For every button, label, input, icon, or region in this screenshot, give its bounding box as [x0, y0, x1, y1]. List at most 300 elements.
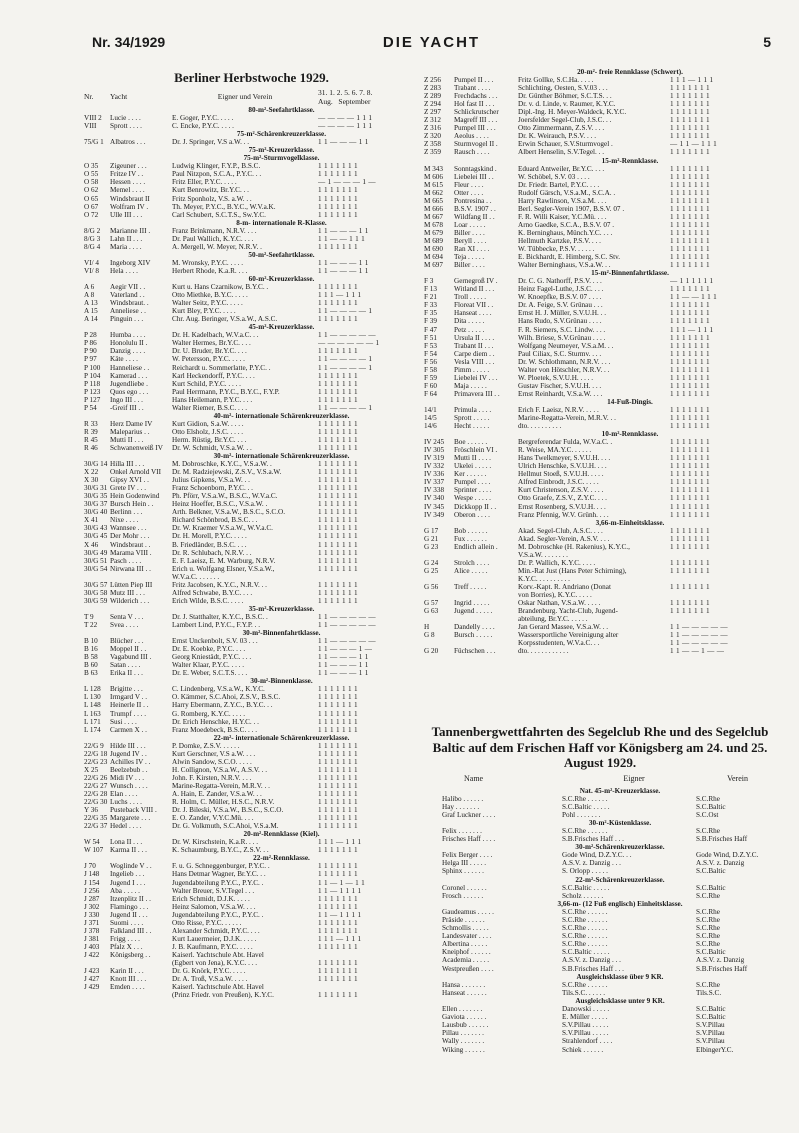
- yacht-name: Wunsch . . . .: [110, 781, 148, 790]
- owner-club: Heinz Hoeffer, B.S.C., V.S.a.W. .: [172, 500, 268, 509]
- table-row: [424, 221, 776, 229]
- sail-number: IV 349: [424, 510, 445, 519]
- owner: S.V.Pillau . . . . .: [562, 1029, 609, 1038]
- owner-club: Oskar Nathan, V.S.a.W. . . . .: [518, 599, 601, 608]
- table-row: [84, 870, 419, 878]
- table-row: [424, 956, 776, 964]
- sail-number: P 54: [84, 403, 97, 412]
- class-heading: 22-m²-Schärenkreuzerklasse.: [575, 875, 665, 884]
- race-participation: 1 1 — — — — —: [318, 331, 376, 340]
- sail-number: 22/G 18: [84, 749, 108, 758]
- yacht-name: Frigg . . . .: [110, 934, 140, 943]
- yacht-name: Primavera III . .: [454, 389, 500, 398]
- yacht-name: Dickkopp II . .: [454, 502, 497, 511]
- table-row: [84, 170, 419, 178]
- sail-number: [424, 591, 454, 599]
- race-participation: 1 1 — — 1 1 1: [318, 234, 366, 243]
- owner-club: W. Petersson, P.Y.C. . . . .: [172, 355, 245, 364]
- owner-club: Dr. C. G. Nathorff, P.S.V. . . .: [518, 277, 602, 286]
- sail-number: B 10: [84, 637, 98, 646]
- table-row: [84, 476, 419, 484]
- owner-club: John. F. Kirsten, N.R.V. . . .: [172, 773, 252, 782]
- sail-number: F 33: [424, 301, 437, 310]
- yacht-name: Moppel II . .: [110, 645, 147, 654]
- owner-club: Fritz Eller, P.Y.C. . . . .: [172, 178, 237, 187]
- sail-number: [424, 639, 454, 647]
- sail-number: F 21: [424, 293, 437, 302]
- table-row: [424, 932, 776, 940]
- owner-club: Dr. M. Radziejewski, Z.S.V., V.S.a.W.: [172, 468, 282, 477]
- table-row: [424, 559, 776, 567]
- race-participation: 1 1 1 1 1 1 1: [670, 357, 710, 366]
- table-row: [84, 838, 419, 846]
- sail-number: M 667: [424, 212, 443, 221]
- yacht-name: Suomi . . . .: [110, 918, 144, 927]
- owner-club: Dr. K. Weirauch, P.S.V. . . .: [518, 132, 597, 141]
- class-heading: 30-m²- internationale Schärenkreuzerklasse.: [213, 452, 350, 461]
- sail-number: Z 294: [424, 100, 441, 109]
- sail-number: F 3: [424, 277, 434, 286]
- table-row: [424, 92, 776, 100]
- race-participation: 1 1 1 1 1 1 1: [318, 443, 358, 452]
- table-row: [84, 742, 419, 750]
- sail-number: 30/G 40: [84, 508, 108, 517]
- sail-number: G 57: [424, 599, 439, 608]
- sail-number: J 70: [84, 862, 96, 871]
- table-row: [84, 186, 419, 194]
- yacht-name: Felix Berger . . . .: [442, 851, 493, 860]
- owner-club: Ernst Reinhardt, V.S.a.W. . . .: [518, 389, 603, 398]
- owner-club: Th. Meyer, P.Y.C., B.Y.C., W.V.a.K.: [172, 202, 276, 211]
- owner-club: Georg Kniestädt, P.Y.C. . . .: [172, 653, 252, 662]
- sail-number: J 427: [84, 975, 100, 984]
- sail-number: F 35: [424, 309, 437, 318]
- table-row: [84, 597, 419, 605]
- yacht-name: Bursch . . . . .: [454, 631, 493, 640]
- owner-club: Dr. H. Morell, P.Y.C. . . . .: [172, 532, 247, 541]
- sail-number: X 30: [84, 476, 99, 485]
- club: S.C.Ost: [696, 810, 719, 819]
- table-row: [424, 551, 776, 559]
- table-row: [424, 503, 776, 511]
- table-row: [84, 766, 419, 774]
- race-participation: 1 1 — — — 1 1: [318, 661, 369, 670]
- yacht-name: Coronel . . . . . .: [442, 883, 487, 892]
- sail-number: F 13: [424, 285, 437, 294]
- yacht-name: Wespe . . . . .: [454, 494, 491, 503]
- class-heading: 3,66-m-Einheitsklasse.: [595, 518, 665, 527]
- owner-club: Arno Gaedke, S.C.A., B.S.V. 07 .: [518, 220, 615, 229]
- table-row: [84, 758, 419, 766]
- owner: Schiek . . . . . .: [562, 1045, 604, 1054]
- race-participation: 1 1 — — — — 1: [318, 363, 373, 372]
- yacht-name: Floreat VII . .: [454, 301, 494, 310]
- yacht-name: Emden . . . .: [110, 983, 145, 992]
- tannenberg-header: [424, 774, 776, 785]
- yacht-name: Präside . . . . . .: [442, 916, 485, 924]
- table-row: [84, 372, 419, 380]
- owner-club: Rudolf Gärsch, V.S.a.M., S.C.A. .: [518, 188, 616, 197]
- yacht-name: Liebelei IV . . .: [454, 373, 498, 382]
- race-participation: 1 1 — — — — —: [670, 631, 728, 640]
- table-row: [424, 567, 776, 575]
- table-row: [424, 309, 776, 317]
- yacht-name: Vagabund III .: [110, 653, 152, 662]
- sail-number: [84, 991, 110, 999]
- yacht-name: Troll . . . . .: [454, 293, 487, 302]
- sail-number: J 287: [84, 894, 100, 903]
- race-participation: 1 1 1 1 1 1 1: [318, 484, 358, 493]
- yacht-name: Senta V . . .: [110, 612, 144, 621]
- table-row: [84, 331, 419, 339]
- owner-club: Ph. Pförr, V.S.a.W., B.S.C., W.V.a.C.: [172, 492, 278, 501]
- table-row: [84, 806, 419, 814]
- race-participation: 1 1 1 1 1 1 1: [670, 301, 710, 310]
- class-heading: Nat. 45-m²-Kreuzerklasse.: [579, 786, 661, 795]
- sail-number: P 90: [84, 347, 97, 356]
- yacht-name: Biller . . . .: [454, 261, 485, 270]
- owner: S.C.Baltic . . . . .: [562, 883, 610, 892]
- owner-club: Otto Zimmermann, Z.S.V. . . .: [518, 124, 605, 133]
- race-participation: — 1 — — — 1 —: [318, 178, 376, 187]
- sail-number: 8/G 2: [84, 226, 101, 235]
- owner-club: Dr. H. Kadelbach, W.V.a.C. . .: [172, 331, 259, 340]
- race-participation: 1 1 1 1 1 1 1: [318, 685, 358, 694]
- race-participation: 1 1 1 1 1 1 1: [318, 564, 358, 573]
- race-participation: 1 1 1 1 1 1 1: [318, 492, 358, 501]
- race-participation: 1 1 — — — — 1: [318, 355, 373, 364]
- owner-club: Dr. A. Feige, S.V. Grünau . . .: [518, 301, 603, 310]
- sail-number: L 130: [84, 693, 101, 702]
- yacht-name: Lütten Piep III: [110, 580, 153, 589]
- yacht-name: Hela . . . .: [110, 266, 138, 275]
- table-row: [84, 162, 419, 170]
- table-row: [84, 211, 419, 219]
- table-row: [424, 406, 776, 414]
- owner: S.C.Rhe . . . . . .: [562, 907, 608, 916]
- table-row: [424, 140, 776, 148]
- owner-club: W. Schöbel, S.V. 03 . . . .: [518, 172, 590, 181]
- yacht-name: Wildfang II . .: [454, 212, 495, 221]
- sail-number: J 423: [84, 967, 100, 976]
- owner-club: Kurt Gerschner, V.S a.W. . . .: [172, 749, 256, 758]
- club: S.C.Baltic: [696, 867, 726, 876]
- table-row: [84, 621, 419, 629]
- owner-club: Kurt Lauermeier, D.J.K. . . . .: [172, 934, 257, 943]
- race-participation: 1 1 1 1 1 1 1: [318, 580, 358, 589]
- sail-number: IV 336: [424, 470, 445, 479]
- race-participation: 1 1 1 1 1 1 1: [318, 588, 358, 597]
- club: S.C.Baltic: [696, 883, 726, 892]
- sail-number: 22/G 35: [84, 814, 108, 823]
- table-row: [424, 859, 776, 867]
- table-row: [84, 203, 419, 211]
- yacht-name: Pillau . . . . . . .: [442, 1029, 484, 1038]
- yacht-name: Jugend II . . .: [110, 910, 148, 919]
- owner-club: Wilh. Briese, S.V.Grünau . . . .: [518, 333, 606, 342]
- yacht-name: Ursula II . . . .: [454, 333, 495, 342]
- race-participation: 1 1 1 1 1 1 1: [318, 701, 358, 710]
- owner-club: Dr. G. Knörk, P.Y.C. . . . .: [172, 967, 246, 976]
- sail-number: 8/G 4: [84, 242, 101, 251]
- table-row: [84, 903, 419, 911]
- sail-number: 22/G 37: [84, 822, 108, 831]
- race-participation: 1 1 1 1 1 1 1: [318, 435, 358, 444]
- sail-number: 30/G 58: [84, 588, 108, 597]
- race-participation: 1 1 1 1 1 1 1: [318, 395, 358, 404]
- race-participation: 1 1 1 1 1 1 1: [318, 371, 358, 380]
- yacht-name: Boe . . . . . .: [454, 438, 488, 447]
- club: ElbingerY.C.: [696, 1045, 734, 1054]
- race-participation: 1 1 1 1 1 1 1: [670, 212, 710, 221]
- race-participation: 1 1 1 1 1 1 1: [670, 494, 710, 503]
- owner-club: Wolfgang Neumeyer, V.S.a.M. . .: [518, 341, 614, 350]
- table-row: [424, 965, 776, 973]
- table-row: [84, 669, 419, 677]
- owner: Gode Wind, D.Z.Y.C. . .: [562, 851, 632, 860]
- yacht-name: Ingrid . . . . .: [454, 599, 490, 608]
- race-participation: 1 1 1 1 1 1 1: [318, 894, 358, 903]
- yacht-name: Gaudeamus . . . . .: [442, 907, 494, 916]
- table-row: [424, 575, 776, 583]
- class-heading: 80-m²-Seefahrtklasse.: [248, 106, 315, 114]
- owner: S.C.Rhe . . . . . .: [562, 916, 608, 924]
- club: S.C.Rhe: [696, 826, 720, 835]
- yacht-name: Windsbraut . .: [110, 540, 151, 549]
- club: S.B.Frisches Haff: [696, 835, 748, 844]
- table-row: [424, 358, 776, 366]
- sail-number: M 679: [424, 228, 443, 237]
- race-participation: — — — — — — 1: [318, 339, 380, 348]
- table-row: [424, 414, 776, 422]
- owner-club: Dr. E. Koebke, P.Y.C. . . .: [172, 645, 246, 654]
- race-participation: 1 1 1 1 1 1 1: [670, 381, 710, 390]
- table-row: [424, 908, 776, 916]
- owner-club: Dr. A. Troß, V.S.a.W. . . . .: [172, 975, 248, 984]
- race-participation: 1 1 1 1 1 1 1: [318, 958, 358, 967]
- table-row: [424, 892, 776, 900]
- yacht-name: Irmgard V . .: [110, 693, 148, 702]
- table-row: [424, 470, 776, 478]
- club: S.C.Rhe: [696, 940, 720, 949]
- owner-club: Fritz Gollke, S.C.Ha. . . . .: [518, 76, 594, 85]
- yacht-name: Fux . . . . . .: [454, 534, 487, 543]
- owner-club: M. Dobroschke (H. Rakenius), K.Y.C.,: [518, 542, 630, 551]
- race-participation: [318, 573, 419, 581]
- magazine-title: DIE YACHT: [382, 34, 481, 51]
- table-row: [84, 243, 419, 251]
- race-participation: 1 1 1 1 1 1 1: [318, 476, 358, 485]
- yacht-name: Hessen . . . .: [110, 178, 146, 187]
- yacht-name: Itzenplitz II . .: [110, 894, 151, 903]
- yacht-name: Felix . . . . . . .: [442, 826, 482, 835]
- owner-club: K.Y.C. . . . . . . . . .: [518, 574, 570, 583]
- table-row: [84, 195, 419, 203]
- owner-club: Reichardt u. Sommerlatte, P.Y.C. .: [172, 363, 271, 372]
- yacht-name: Lausbub . . . . . .: [442, 1021, 489, 1030]
- owner-club: Paul Ciliax, S.C. Sturmv. . . .: [518, 349, 602, 358]
- owner-club: Heinz Fagel-Luthe, J.S.C. . . .: [518, 285, 604, 294]
- yacht-name: [454, 591, 518, 599]
- race-participation: — 1 1 — 1 1 1: [670, 140, 718, 149]
- owner-club: Ernst Rosenberg, S.V.U.H. . . .: [518, 502, 606, 511]
- yacht-name: Maja . . . . .: [454, 381, 487, 390]
- yacht-name: Loar . . . . .: [454, 220, 486, 229]
- table-row: [84, 122, 419, 130]
- race-participation: [670, 615, 776, 623]
- yacht-name: Windsbraut II: [110, 194, 150, 203]
- yacht-name: Pumpel III . . .: [454, 124, 496, 133]
- race-participation: 1 1 1 1 1 1 1: [318, 524, 358, 533]
- owner-club: Eduard Antweiler, Br.Y.C. . . .: [518, 164, 605, 173]
- table-header: [84, 88, 419, 106]
- sail-number: H: [424, 623, 430, 632]
- table-row: [424, 285, 776, 293]
- yacht-name: Füchschen . . .: [454, 647, 496, 656]
- yacht-name: Zigeuner . . .: [110, 162, 147, 171]
- sail-number: 14/1: [424, 405, 437, 414]
- yacht-name: Gernegroß IV .: [454, 277, 498, 286]
- table-row: [424, 181, 776, 189]
- yacht-name: [454, 639, 518, 647]
- club: S.B.Frisches Haff: [696, 964, 748, 973]
- yacht-name: Hansa . . . . . . .: [442, 980, 486, 989]
- table-row: [84, 516, 419, 524]
- table-row: [424, 884, 776, 892]
- table-row: [84, 283, 419, 291]
- race-participation: 1 1 1 — 1 1 1: [318, 291, 362, 300]
- yacht-name: Knott III . . .: [110, 975, 147, 984]
- results-column-left: [84, 68, 419, 999]
- sail-number: 30/G 14: [84, 460, 108, 469]
- race-participation: 1 1 1 1 1 1 1: [318, 975, 358, 984]
- table-row: [424, 591, 776, 599]
- race-participation: [318, 983, 419, 991]
- table-row: [424, 108, 776, 116]
- yacht-name: Marianne III .: [110, 226, 151, 235]
- sail-number: O 72: [84, 210, 99, 219]
- owner-club: Walter von Hötschler, N.R.V. . .: [518, 365, 610, 374]
- owner-club: Brandenburg. Yacht-Club, Jugend-: [518, 607, 618, 616]
- sail-number: 30/G 45: [84, 532, 108, 541]
- owner: A.S.V. z. Danzig . . .: [562, 956, 621, 965]
- table-row: [424, 1029, 776, 1037]
- class-heading: 60-m²-Kreuzerklasse.: [248, 274, 315, 283]
- sail-number: X 25: [84, 765, 99, 774]
- table-row: [84, 726, 419, 734]
- yacht-name: Berlinn . . .: [110, 508, 143, 517]
- sail-number: [424, 575, 454, 583]
- club: A.S.V. z. Danzig: [696, 859, 745, 868]
- table-row: [84, 227, 419, 235]
- yacht-name: Karma II . . .: [110, 846, 147, 855]
- race-participation: 1 1 1 1 1 1 1: [670, 373, 710, 382]
- yacht-name: Maria . . . .: [110, 242, 142, 251]
- sail-number: M 665: [424, 196, 443, 205]
- table-row: [424, 446, 776, 454]
- owner-club: (Prinz Friedr. von Preußen), K.Y.C.: [172, 991, 274, 1000]
- table-row: [84, 420, 419, 428]
- race-participation: 1 1 1 1 1 1 1: [670, 607, 710, 616]
- sail-number: F 53: [424, 341, 437, 350]
- owner: S.B.Frisches Haff . . .: [562, 835, 624, 844]
- yacht-name: Hilla III . . .: [110, 460, 145, 469]
- sail-number: 22/G 23: [84, 757, 108, 766]
- table-row: [424, 245, 776, 253]
- table-row: [84, 315, 419, 323]
- table-row: [84, 919, 419, 927]
- race-participation: 1 1 1 1 1 1 1: [670, 438, 710, 447]
- owner-club: Walter Berninghaus, V.S.a.W. . .: [518, 261, 611, 270]
- owner-club: Bergreferendar Fulda, W.V.a.C. .: [518, 438, 613, 447]
- owner-club: Min.-Rat Just (Hans Peter Schirning),: [518, 566, 627, 575]
- yacht-name: Helga III . . . . .: [442, 859, 487, 868]
- sail-number: T 22: [84, 621, 98, 629]
- owner: A.S.V. z. Danzig . . .: [562, 859, 621, 868]
- table-row: [424, 583, 776, 591]
- owner-club: Schlichting, Oesten, S.V.03 . . .: [518, 84, 608, 93]
- race-participation: 1 1 1 1 1 1 1: [318, 942, 358, 951]
- sail-number: B 58: [84, 653, 98, 662]
- yacht-name: Frisches Haff . . . .: [442, 835, 496, 844]
- yacht-name: Mutti II . . .: [110, 435, 144, 444]
- owner: S.C.Rhe . . . . . .: [562, 826, 608, 835]
- race-participation: 1 1 1 1 1 1 1: [318, 765, 358, 774]
- race-participation: — — — — 1 1 1: [318, 114, 373, 123]
- yacht-name: Gaviota . . . . . .: [442, 1013, 487, 1022]
- yacht-name: Kneiphof . . . . . .: [442, 948, 491, 957]
- yacht-name: Anneliese . .: [110, 307, 146, 316]
- race-participation: 1 1 1 1 1 1 1: [318, 283, 358, 292]
- owner-club: Harry Rawlinson, V.S.a.M. . . .: [518, 196, 607, 205]
- race-participation: 1 1 1 1 1 1 1: [318, 162, 358, 171]
- race-participation: 1 1 1 1 1 1 1: [318, 814, 358, 823]
- table-row: [424, 293, 776, 301]
- race-participation: 1 1 — — — — —: [318, 637, 376, 646]
- owner: S. Orlopp . . . . .: [562, 867, 608, 876]
- club: S.C.Baltic: [696, 1005, 726, 1014]
- sail-number: Z 289: [424, 92, 441, 101]
- class-heading: 30-m²-Binnenklasse.: [250, 677, 313, 686]
- owner-club: Otto Graefe, Z.S.V., Z.Y.C. . . .: [518, 494, 607, 503]
- yacht-name: Midi IV . . .: [110, 773, 145, 782]
- owner-club: E. O. Zander, V.Y.C.Mü. . . .: [172, 814, 254, 823]
- sail-number: J 381: [84, 934, 100, 943]
- race-participation: 1 1 1 1 1 1 1: [318, 194, 358, 203]
- class-heading: 40-m²- internationale Schärenkreuzerklasse.: [213, 411, 350, 420]
- owner-club: Walter Breuer, S.V.Tegel . . .: [172, 886, 255, 895]
- yacht-name: Graf Luckner . . . .: [442, 810, 496, 819]
- race-participation: 1 1 1 1 1 1 1: [670, 510, 710, 519]
- club: S.C.Rhe: [696, 980, 720, 989]
- yacht-name: Danzig . . . .: [110, 347, 146, 356]
- race-participation: 1 1 1 1 1 1 1: [318, 556, 358, 565]
- sail-number: 22/G 30: [84, 798, 108, 807]
- table-row: [84, 532, 419, 540]
- race-participation: 1 1 1 1 1 1 1: [318, 202, 358, 211]
- class-heading: 15-m²-Rennklasse.: [601, 156, 659, 165]
- yacht-name: Elan . . . .: [110, 789, 138, 798]
- club: S.V.Pillau: [696, 1021, 725, 1030]
- owner-club: Dr. U. Bruder, Br.Y.C. . . .: [172, 347, 247, 356]
- class-heading: 10-m²-Rennklasse.: [601, 430, 659, 439]
- yacht-name: Endlich allein .: [454, 542, 498, 551]
- owner-club: Joersfelder Segel-Club, J.S.C. . .: [518, 116, 612, 125]
- table-row: [84, 267, 419, 275]
- race-participation: 1 1 1 1 1 1 1: [318, 186, 358, 195]
- sail-number: 30/G 43: [84, 524, 108, 533]
- race-participation: 1 1 1 1 1 1 1: [670, 84, 710, 93]
